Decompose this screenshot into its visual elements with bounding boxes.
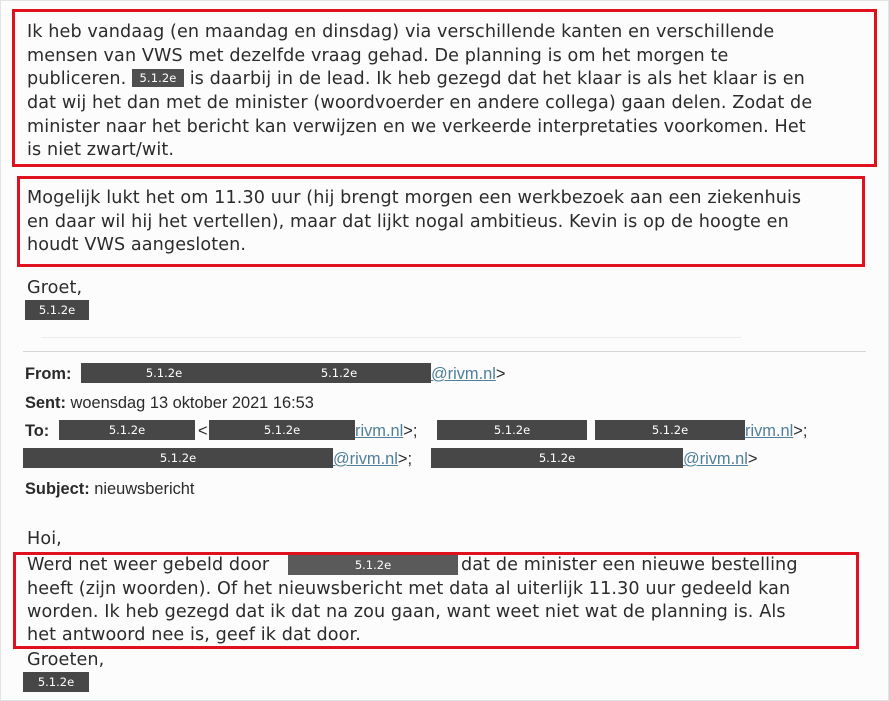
block1-line-4: dat wij het dan met de minister (woordvoerder en andere collega) gaan delen. Zodat de [27,93,813,113]
to-label: To: [25,422,50,440]
to-separator: >; [403,422,418,440]
from-row [25,363,71,385]
to-separator: >; [793,422,808,440]
sent-value: woensdag 13 oktober 2021 16:53 [70,394,314,412]
body-line-1-prefix: Werd net weer gebeld door [27,555,270,575]
redaction-label: 5.1.2e [132,69,184,87]
redaction-label: 5.1.2e [209,420,355,440]
block1-line-3-prefix: publiceren. [27,69,127,89]
to-suffix: > [747,450,758,468]
to-row [25,420,49,442]
redaction-label: 5.1.2e [437,420,587,440]
redaction-label: 5.1.2e [81,363,247,383]
salutation: Hoi, [27,529,62,549]
to-domain-link[interactable]: rivm.nl [355,422,404,440]
redaction-label: 5.1.2e [431,448,683,468]
body-line-4: het antwoord nee is, geef ik dat door. [27,625,361,645]
from-domain-link[interactable]: @rivm.nl [431,365,496,383]
to-domain-link[interactable]: @rivm.nl [683,450,748,468]
body-line-2: heeft (zijn woorden). Of het nieuwsbericht met data al uiterlijk 11.30 uur gedeeld kan [27,579,791,599]
block2-line-2: en daar wil hij het vertellen), maar dat lijkt nogal ambitieus. Kevin is op de hoogte en [27,212,789,232]
block1-line-2: mensen van VWS met dezelfde vraag gehad. De planning is om het morgen te [27,46,729,66]
body-line-1 [27,554,269,576]
to-email-4 [683,448,757,470]
sent-label: Sent: [25,394,66,412]
block2-line-3: houdt VWS aangesloten. [27,235,247,255]
to-separator: >; [397,450,413,468]
redaction-label: 5.1.2e [59,420,195,440]
to-email-3 [333,448,412,470]
to-email-1 [355,420,417,442]
redaction-label: 5.1.2e [23,448,333,468]
to-domain-link[interactable]: rivm.nl [745,422,794,440]
faint-line [41,337,741,338]
redaction-label: 5.1.2e [595,420,745,440]
redaction-label: 5.1.2e [25,300,89,320]
block1-line-1: Ik heb vandaag (en maandag en dinsdag) via verschillende kanten en verschillende [27,22,775,42]
redaction-label: 5.1.2e [288,555,458,575]
to-domain-link[interactable]: @rivm.nl [333,450,398,468]
sent-row [25,392,314,414]
subject-label: Subject: [25,480,90,498]
block2-line-1: Mogelijk lukt het om 11.30 uur (hij brengt morgen een werkbezoek aan een ziekenhuis [27,188,802,208]
from-label: From: [25,365,72,383]
to-fragment: < [198,422,208,440]
subject-value: nieuwsbericht [94,480,195,498]
redaction-label: 5.1.2e [23,672,89,692]
to-email-2 [745,420,807,442]
from-suffix: > [495,365,506,383]
block1-line-3 [27,68,805,90]
block1-line-6: is niet zwart/wit. [27,140,175,160]
subject-row [25,478,194,500]
body-line-1-suffix: dat de minister een nieuwe bestelling [461,555,798,575]
from-email [431,363,505,385]
greeting: Groet, [27,278,83,298]
closing: Groeten, [27,650,105,670]
block1-line-5: minister naar het bericht kan verwijzen en we verkeerde interpretaties voorkomen. Het [27,117,806,137]
header-divider [23,351,866,352]
redaction-label: 5.1.2e [247,363,431,383]
body-line-3: worden. Ik heb gezegd dat ik dat na zou gaan, want weet niet wat de planning is. Als [27,602,786,622]
block1-line-3-text: is daarbij in de lead. Ik heb gezegd dat het klaar is als het klaar is en [189,69,805,89]
